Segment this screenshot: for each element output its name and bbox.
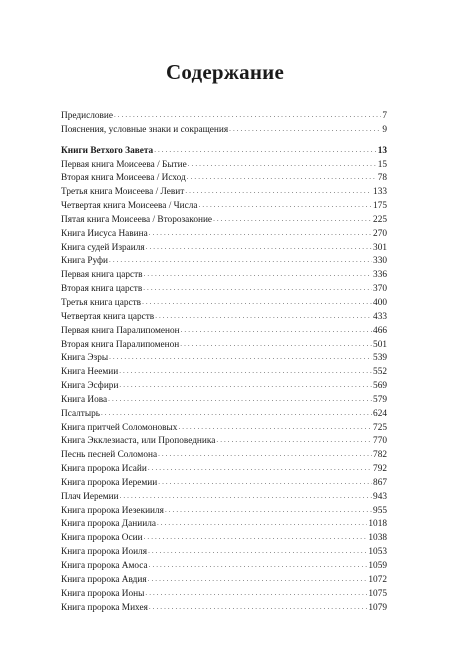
toc-entry bbox=[61, 380, 387, 394]
toc-entry-page: 330 bbox=[373, 256, 387, 267]
dot-leader bbox=[145, 587, 367, 601]
dot-leader bbox=[144, 268, 373, 282]
toc-entry bbox=[61, 228, 387, 242]
dot-leader bbox=[142, 296, 372, 310]
toc-entry bbox=[61, 200, 387, 214]
toc-entry-page: 400 bbox=[373, 297, 387, 308]
toc-entry-list bbox=[61, 159, 387, 616]
toc-entry-page: 867 bbox=[373, 477, 387, 488]
toc-entry-page: 1018 bbox=[368, 519, 387, 530]
toc-entry-page: 624 bbox=[373, 408, 387, 419]
toc-entry bbox=[61, 408, 387, 422]
dot-leader bbox=[158, 476, 372, 490]
dot-leader bbox=[185, 185, 372, 199]
toc-entry-page: 943 bbox=[373, 491, 387, 502]
toc-entry-label: Третья книга царств bbox=[61, 297, 142, 308]
toc-entry bbox=[61, 269, 387, 283]
toc-entry-label: Песнь песней Соломона bbox=[61, 450, 158, 461]
dot-leader bbox=[149, 559, 368, 573]
toc-entry-label: Книга пророка Исайи bbox=[61, 464, 147, 475]
toc-entry-label: Вторая книга Паралипоменон bbox=[61, 339, 180, 350]
toc-entry-page: 370 bbox=[373, 284, 387, 295]
toc-entry bbox=[61, 477, 387, 491]
toc-entry-page: 1079 bbox=[368, 602, 387, 613]
dot-leader bbox=[146, 241, 372, 255]
toc-entry-label: Книга Иисуса Навина bbox=[61, 228, 148, 239]
toc-entry bbox=[61, 394, 387, 408]
toc-entry bbox=[61, 124, 387, 138]
dot-leader bbox=[180, 338, 372, 352]
dot-leader bbox=[109, 351, 372, 365]
toc-section-label: Книги Ветхого Завета bbox=[61, 145, 154, 156]
toc-entry-label: Третья книга Моисеева / Левит bbox=[61, 187, 185, 198]
toc-entry-label: Пояснения, условные знаки и сокращения bbox=[61, 124, 229, 135]
toc-entry-page: 501 bbox=[373, 339, 387, 350]
toc-entry bbox=[61, 311, 387, 325]
toc-entry bbox=[61, 505, 387, 519]
toc-section-page: 13 bbox=[377, 145, 387, 156]
toc-entry-label: Пятая книга Моисеева / Второзаконие bbox=[61, 214, 213, 225]
dot-leader bbox=[120, 490, 372, 504]
toc-entry-label: Книга пророка Михея bbox=[61, 602, 148, 613]
toc-entry-page: 552 bbox=[373, 367, 387, 378]
toc-entry-label: Вторая книга царств bbox=[61, 284, 143, 295]
toc-entry-page: 792 bbox=[373, 464, 387, 475]
toc-entry-page: 466 bbox=[373, 325, 387, 336]
toc-entry bbox=[61, 186, 387, 200]
toc-entry-page: 336 bbox=[373, 270, 387, 281]
toc-entry-page: 433 bbox=[373, 311, 387, 322]
toc-entry-page: 1038 bbox=[368, 533, 387, 544]
dot-leader bbox=[143, 282, 372, 296]
toc-entry-page: 78 bbox=[377, 173, 387, 184]
toc-entry-label: Плач Иеремии bbox=[61, 491, 119, 502]
table-of-contents bbox=[61, 110, 387, 615]
dot-leader bbox=[148, 545, 367, 559]
toc-entry-page: 9 bbox=[382, 124, 387, 135]
toc-entry bbox=[61, 449, 387, 463]
toc-entry-page: 955 bbox=[373, 505, 387, 516]
dot-leader bbox=[119, 379, 372, 393]
toc-entry-page: 7 bbox=[382, 111, 387, 121]
toc-entry-page: 579 bbox=[373, 394, 387, 405]
toc-entry bbox=[61, 532, 387, 546]
toc-entry-label: Первая книга Паралипоменон bbox=[61, 325, 180, 336]
dot-leader bbox=[144, 531, 368, 545]
toc-entry-label: Книга Эсфири bbox=[61, 381, 119, 392]
toc-entry bbox=[61, 422, 387, 436]
toc-entry bbox=[61, 339, 387, 353]
toc-entry-label: Книга Руфи bbox=[61, 256, 109, 267]
toc-entry-page: 270 bbox=[373, 228, 387, 239]
toc-entry bbox=[61, 255, 387, 269]
toc-entry bbox=[61, 435, 387, 449]
dot-leader bbox=[101, 407, 372, 421]
dot-leader bbox=[229, 123, 381, 137]
toc-entry-label: Первая книга царств bbox=[61, 270, 143, 281]
toc-entry bbox=[61, 159, 387, 173]
toc-entry-label: Книга пророка Иезекииля bbox=[61, 505, 164, 516]
toc-entry-page: 1075 bbox=[368, 588, 387, 599]
toc-entry-label: Книга притчей Соломоновых bbox=[61, 422, 178, 433]
toc-entry-label: Псалтырь bbox=[61, 408, 100, 419]
dot-leader bbox=[109, 254, 372, 268]
toc-entry-label: Книга Экклезиаста, или Проповедника bbox=[61, 436, 216, 447]
toc-entry-label: Книга Иова bbox=[61, 394, 108, 405]
toc-entry-page: 569 bbox=[373, 381, 387, 392]
dot-leader bbox=[213, 213, 372, 227]
toc-entry bbox=[61, 518, 387, 532]
dot-leader bbox=[108, 393, 372, 407]
dot-leader bbox=[119, 365, 372, 379]
toc-entry bbox=[61, 283, 387, 297]
toc-entry bbox=[61, 491, 387, 505]
toc-entry-page: 1072 bbox=[368, 574, 387, 585]
toc-entry-label: Книга Неемии bbox=[61, 367, 119, 378]
toc-entry-label: Книга пророка Иоиля bbox=[61, 547, 148, 558]
toc-entry bbox=[61, 366, 387, 380]
dot-leader bbox=[165, 504, 372, 518]
dot-leader bbox=[188, 158, 377, 172]
toc-entry bbox=[61, 574, 387, 588]
toc-entry bbox=[61, 297, 387, 311]
toc-section-heading bbox=[61, 145, 387, 159]
toc-entry bbox=[61, 588, 387, 602]
toc-entry-label: Вторая книга Моисеева / Исход bbox=[61, 173, 186, 184]
toc-entry-page: 175 bbox=[373, 201, 387, 212]
toc-entry bbox=[61, 546, 387, 560]
toc-entry-label: Книга пророка Осии bbox=[61, 533, 143, 544]
toc-entry bbox=[61, 242, 387, 256]
dot-leader bbox=[148, 573, 368, 587]
toc-entry bbox=[61, 325, 387, 339]
toc-entry bbox=[61, 214, 387, 228]
dot-leader bbox=[157, 517, 367, 531]
toc-entry bbox=[61, 560, 387, 574]
toc-entry-label: Четвертая книга Моисеева / Числа bbox=[61, 201, 198, 212]
dot-leader bbox=[216, 434, 372, 448]
toc-entry-page: 15 bbox=[377, 159, 387, 170]
toc-entry-page: 725 bbox=[373, 422, 387, 433]
dot-leader bbox=[148, 462, 372, 476]
toc-entry bbox=[61, 352, 387, 366]
toc-entry-label: Первая книга Моисеева / Бытие bbox=[61, 159, 187, 170]
toc-entry-label: Книга судей Израиля bbox=[61, 242, 145, 253]
toc-entry-label: Книга пророка Авдия bbox=[61, 574, 147, 585]
dot-leader bbox=[155, 310, 372, 324]
toc-entry bbox=[61, 602, 387, 616]
toc-entry-label: Книга пророка Ионы bbox=[61, 588, 145, 599]
toc-entry-label: Книга пророка Амоса bbox=[61, 561, 148, 571]
toc-entry-page: 301 bbox=[373, 242, 387, 253]
toc-entry bbox=[61, 110, 387, 124]
toc-entry-label: Книга пророка Иеремии bbox=[61, 477, 158, 488]
toc-entry-page: 133 bbox=[373, 187, 387, 198]
toc-entry-label: Книга Эзры bbox=[61, 353, 109, 364]
toc-entry-label: Четвертая книга царств bbox=[61, 311, 155, 322]
dot-leader bbox=[158, 448, 372, 462]
toc-entry-label: Книга пророка Даниила bbox=[61, 519, 156, 530]
toc-entry-page: 782 bbox=[373, 450, 387, 461]
toc-entry-page: 225 bbox=[373, 214, 387, 225]
toc-entry-page: 770 bbox=[373, 436, 387, 447]
dot-leader bbox=[187, 171, 377, 185]
toc-entry-page: 1059 bbox=[368, 561, 387, 571]
toc-entry bbox=[61, 172, 387, 186]
page-title: Содержание bbox=[166, 60, 284, 84]
toc-entry-page: 539 bbox=[373, 353, 387, 364]
dot-leader bbox=[149, 601, 368, 615]
dot-leader bbox=[199, 199, 373, 213]
toc-entry bbox=[61, 463, 387, 477]
toc-entry-page: 1053 bbox=[368, 547, 387, 558]
dot-leader bbox=[181, 324, 372, 338]
dot-leader bbox=[114, 109, 381, 123]
dot-leader bbox=[149, 227, 372, 241]
dot-leader bbox=[178, 421, 372, 435]
toc-entry-label: Предисловие bbox=[61, 111, 113, 121]
dot-leader bbox=[154, 144, 377, 158]
